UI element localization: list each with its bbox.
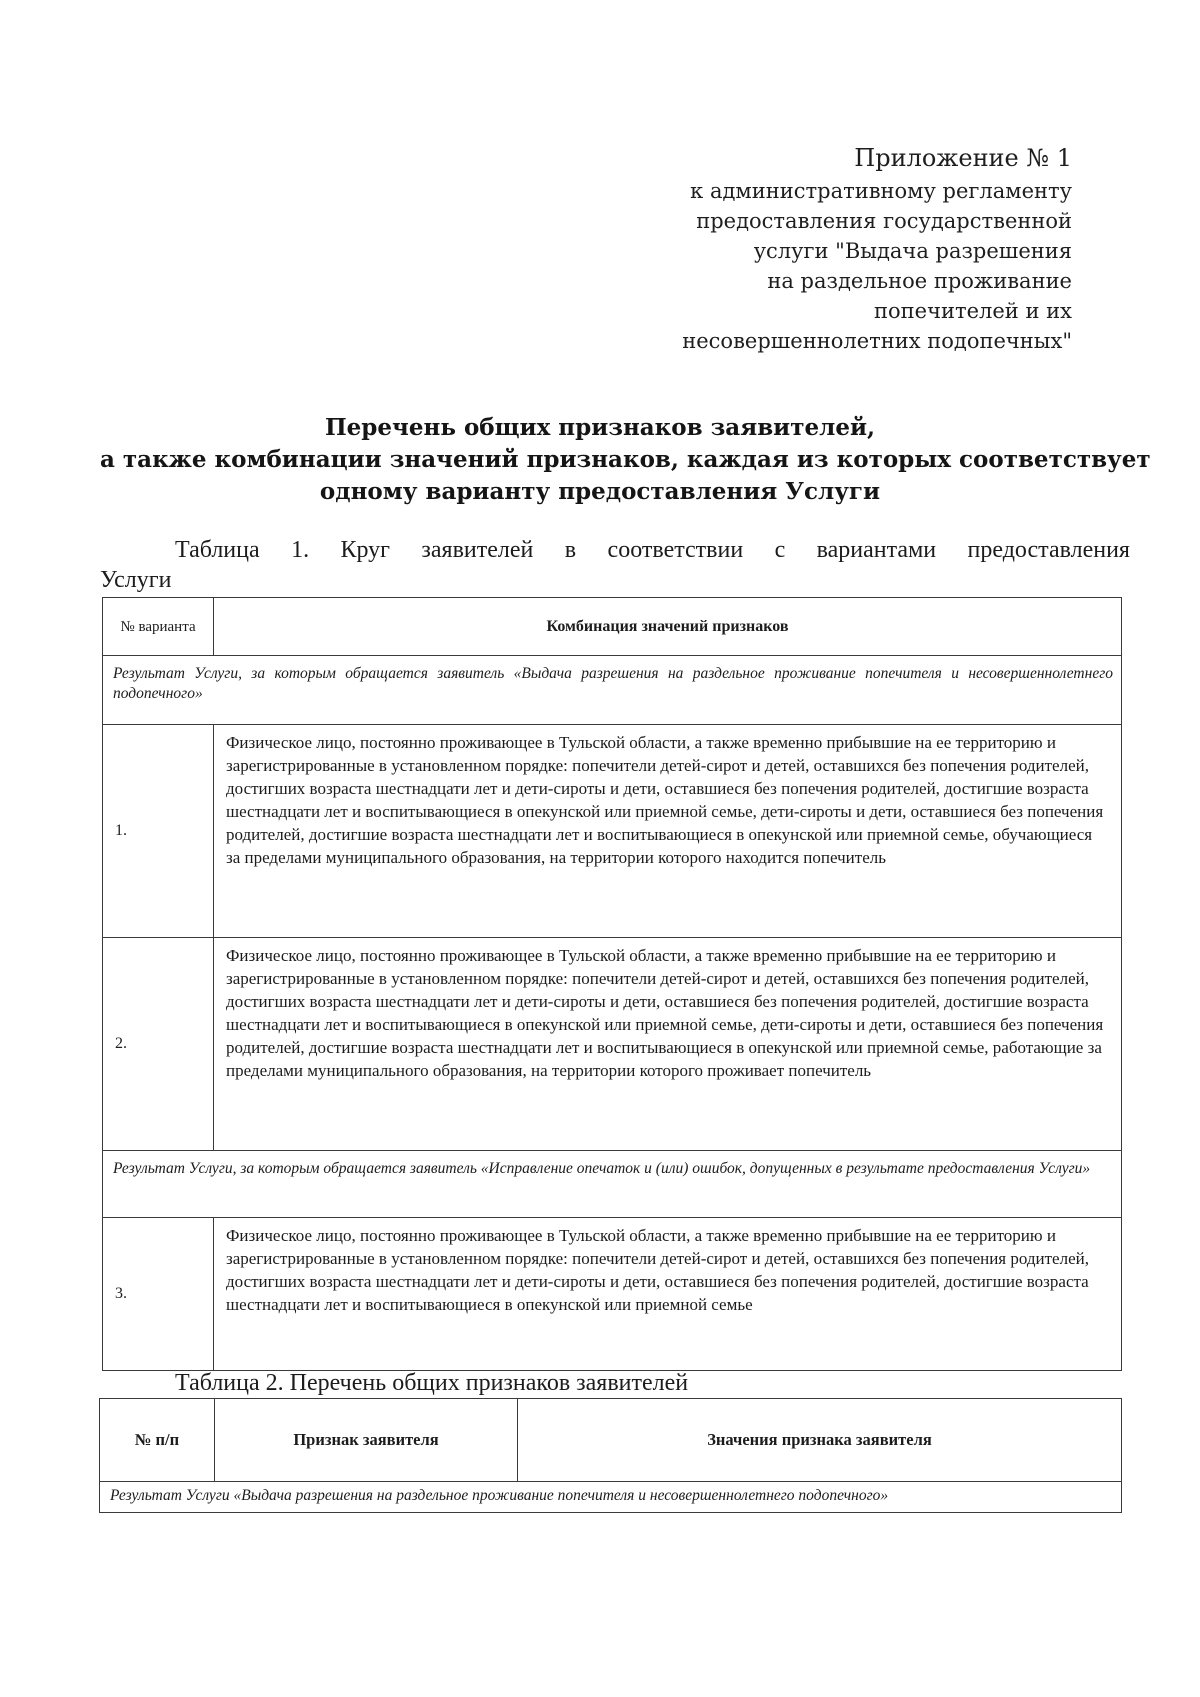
table2-applicant-signs: [99, 1398, 1122, 1513]
table2-header-sign: Признак заявителя: [215, 1399, 518, 1482]
table1-header-combination: Комбинация значений признаков: [214, 598, 1122, 656]
table2-result-text: Результат Услуги «Выдача разрешения на раздельное проживание попечителя и несовершеннолетнего подопечного»: [100, 1482, 1122, 1513]
caption-word: Круг: [340, 537, 391, 563]
table2-result-row: [100, 1482, 1122, 1513]
table1-header-num: № варианта: [103, 598, 214, 656]
variant-number: 1.: [103, 725, 214, 938]
table2-header-num: № п/п: [100, 1399, 215, 1482]
table2-header-values: Значения признака заявителя: [518, 1399, 1122, 1482]
appendix-line: услуги "Выдача разрешения: [753, 239, 1072, 263]
appendix-line: попечителей и их: [874, 299, 1072, 323]
appendix-line: предоставления государственной: [696, 209, 1072, 233]
table2-caption: Таблица 2. Перечень общих признаков заявителей: [175, 1370, 689, 1396]
table1-applicant-variants: [102, 597, 1122, 1371]
variant-combination: Физическое лицо, постоянно проживающее в Тульской области, а также временно прибывшие на ее территорию и зарегистрированные в установленном порядке: попечители детей-сирот и детей, оставшихся без попечения родителей, достигших возраста шестнадцати лет и дети-сироты и дети, оставшиеся без попечения родителей, достигшие возраста шестнадцати лет и воспитывающиеся в опекунской или приемной семье, дети-сироты и дети, оставшиеся без попечения родителей, достигшие возраста шестнадцати лет и воспитывающиеся в опекунской или приемной семье, обучающиеся за пределами муниципального образования, на территории которого находится попечитель: [214, 725, 1122, 938]
caption-word: 1.: [291, 537, 310, 563]
table-row: [103, 938, 1122, 1151]
table1-caption-line1: [100, 535, 1130, 565]
table1-result-text: Результат Услуги, за которым обращается заявитель «Выдача разрешения на раздельное проживание попечителя и несовершеннолетнего подопечного»: [103, 656, 1122, 725]
caption-word: Таблица: [175, 537, 260, 563]
document-title-line: одному варианту предоставления Услуги: [319, 478, 881, 505]
table-row: [103, 1218, 1122, 1371]
variant-number: 3.: [103, 1218, 214, 1371]
variant-number: 2.: [103, 938, 214, 1151]
appendix-line: к административному регламенту: [690, 179, 1072, 203]
caption-word: заявителей: [421, 537, 534, 563]
document-title-line: а также комбинации значений признаков, каждая из которых соответствует: [100, 446, 1151, 473]
caption-word: предоставления: [967, 537, 1130, 563]
table1-header-row: [103, 598, 1122, 656]
appendix-header: [552, 140, 1072, 356]
caption-word: в: [564, 537, 577, 563]
document-title: [100, 412, 1151, 508]
caption-word: вариантами: [816, 537, 937, 563]
caption-word: с: [774, 537, 786, 563]
table1-result-row: [103, 1151, 1122, 1218]
variant-combination: Физическое лицо, постоянно проживающее в Тульской области, а также временно прибывшие на ее территорию и зарегистрированные в установленном порядке: попечители детей-сирот и детей, оставшихся без попечения родителей, достигших возраста шестнадцати лет и дети-сироты и дети, оставшиеся без попечения родителей, достигшие возраста шестнадцати лет и воспитывающиеся в опекунской или приемной семье, дети-сироты и дети, оставшиеся без попечения родителей, достигшие возраста шестнадцати лет и воспитывающиеся в опекунской или приемной семье, работающие за пределами муниципального образования, на территории которого проживает попечитель: [214, 938, 1122, 1151]
appendix-line: несовершеннолетних подопечных": [682, 329, 1072, 353]
table-row: [103, 725, 1122, 938]
table2-header-row: [100, 1399, 1122, 1482]
table1-caption: [100, 535, 1130, 595]
caption-word: соответствии: [607, 537, 744, 563]
appendix-line: на раздельное проживание: [767, 269, 1072, 293]
table1-caption-line2: Услуги: [100, 567, 172, 593]
appendix-title: Приложение № 1: [854, 144, 1072, 172]
variant-combination: Физическое лицо, постоянно проживающее в Тульской области, а также временно прибывшие на ее территорию и зарегистрированные в установленном порядке: попечители детей-сирот и детей, оставшихся без попечения родителей, достигших возраста шестнадцати лет и дети-сироты и дети, оставшиеся без попечения родителей, достигшие возраста шестнадцати лет и воспитывающиеся в опекунской или приемной семье: [214, 1218, 1122, 1371]
document-title-line: Перечень общих признаков заявителей,: [324, 414, 876, 441]
table1-result-row: [103, 656, 1122, 725]
table1-result-text: Результат Услуги, за которым обращается заявитель «Исправление опечаток и (или) ошибок, допущенных в результате предоставления Услуги»: [103, 1151, 1122, 1218]
